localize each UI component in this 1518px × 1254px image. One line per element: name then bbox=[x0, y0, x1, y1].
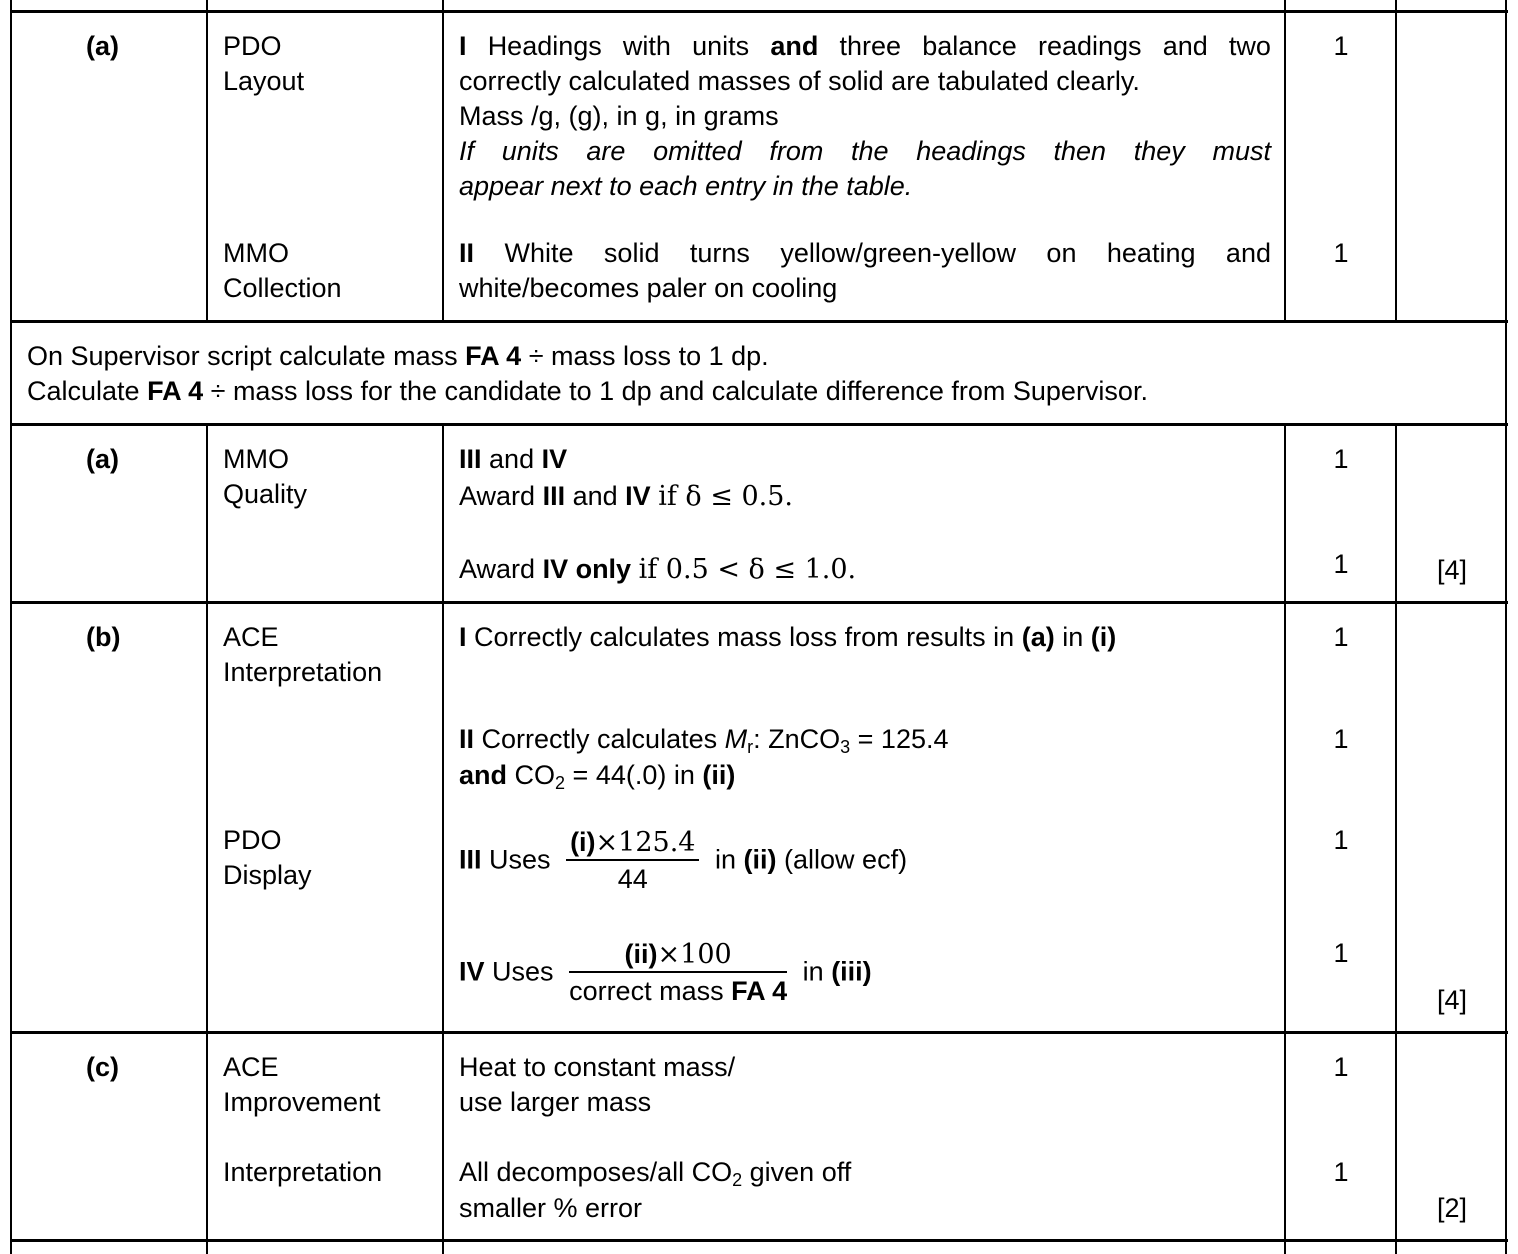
mark-value: 1 bbox=[1333, 1052, 1349, 1082]
total-marks: [4] bbox=[1436, 555, 1468, 585]
mark-value: 1 bbox=[1333, 1157, 1349, 1187]
category-label: Collection bbox=[223, 273, 342, 303]
category-label: Quality bbox=[223, 479, 308, 509]
column-divider bbox=[442, 424, 444, 1254]
category-label: Layout bbox=[223, 66, 305, 96]
criterion-text: Award III and IV if δ ≤ 0.5. bbox=[459, 481, 793, 512]
criterion-text: Heat to constant mass/ bbox=[459, 1052, 736, 1082]
column-divider bbox=[442, 0, 444, 322]
criterion-formula: III Uses $\frac{(i)\times 125.4}{44}$ in (ii) (allow ecf) bbox=[459, 826, 907, 897]
column-divider bbox=[206, 424, 208, 1254]
category-label: Improvement bbox=[223, 1087, 381, 1117]
mark-value: 1 bbox=[1333, 31, 1349, 61]
skill-label: PDO bbox=[223, 31, 282, 61]
part-label: (c) bbox=[86, 1052, 119, 1082]
note-line: On Supervisor script calculate mass FA 4 ÷ mass loss to 1 dp. bbox=[27, 341, 769, 371]
criterion-text: white/becomes paler on cooling bbox=[459, 273, 838, 303]
column-divider bbox=[1505, 0, 1507, 1254]
skill-label: MMO bbox=[223, 444, 289, 474]
mark-value: 1 bbox=[1333, 549, 1349, 579]
criterion-formula: IV Uses $\frac{(ii)\times 100}{\text{correct mass FA 4}}$ in (iii) bbox=[459, 938, 872, 1009]
category-label: Interpretation bbox=[223, 657, 383, 687]
mark-value: 1 bbox=[1333, 622, 1349, 652]
skill-label: MMO bbox=[223, 238, 289, 268]
mark-value: 1 bbox=[1333, 724, 1349, 754]
criterion-text: correctly calculated masses of solid are tabulated clearly. bbox=[459, 66, 1140, 96]
fraction: $\frac{(ii)\times 100}{\text{correct mass FA 4}}$ bbox=[569, 939, 788, 1006]
criterion-text: Mass /g, (g), in g, in grams bbox=[459, 101, 779, 131]
mark-value: 1 bbox=[1333, 825, 1349, 855]
criterion-text: smaller % error bbox=[459, 1193, 643, 1223]
criterion-text: All decomposes/all $CO_2$ given off bbox=[459, 1157, 852, 1190]
fraction: $\frac{(i)\times 125.4}{44}$ bbox=[566, 826, 699, 897]
mark-value: 1 bbox=[1333, 444, 1349, 474]
criterion-text: II White solid turns yellow/green-yellow on heating and bbox=[459, 238, 1271, 268]
criterion-text: use larger mass bbox=[459, 1087, 652, 1117]
mark-value: 1 bbox=[1333, 238, 1349, 268]
column-divider bbox=[10, 0, 12, 1254]
criterion-heading: III and IV bbox=[459, 444, 568, 474]
total-marks: [4] bbox=[1436, 985, 1468, 1015]
column-divider bbox=[206, 0, 208, 322]
mark-value: 1 bbox=[1333, 938, 1349, 968]
skill-label: PDO bbox=[223, 825, 282, 855]
criterion-text: Award IV only if 0.5 < δ ≤ 1.0. bbox=[459, 554, 857, 585]
part-label: (a) bbox=[86, 444, 119, 474]
criterion-text: and $CO_2 = 44(.0)$ in (ii) bbox=[459, 760, 736, 793]
skill-label: ACE bbox=[223, 622, 279, 652]
criterion-text: I Headings with units and three balance readings and two bbox=[459, 31, 1271, 61]
part-label: (a) bbox=[86, 31, 119, 61]
total-marks: [2] bbox=[1436, 1193, 1468, 1223]
skill-label: ACE bbox=[223, 1052, 279, 1082]
criterion-note: appear next to each entry in the table. bbox=[459, 171, 913, 201]
category-label: Interpretation bbox=[223, 1157, 383, 1187]
part-label: (b) bbox=[86, 622, 121, 652]
note-line: Calculate FA 4 ÷ mass loss for the candidate to 1 dp and calculate difference from Supervisor. bbox=[27, 376, 1148, 406]
criterion-note: If units are omitted from the headings then they must bbox=[459, 136, 1271, 166]
criterion-text: I Correctly calculates mass loss from results in (a) in (i) bbox=[459, 622, 1117, 652]
category-label: Display bbox=[223, 860, 312, 890]
criterion-text: II Correctly calculates $M_r$: ZnCO$_3$ = 125.4 bbox=[459, 724, 949, 757]
